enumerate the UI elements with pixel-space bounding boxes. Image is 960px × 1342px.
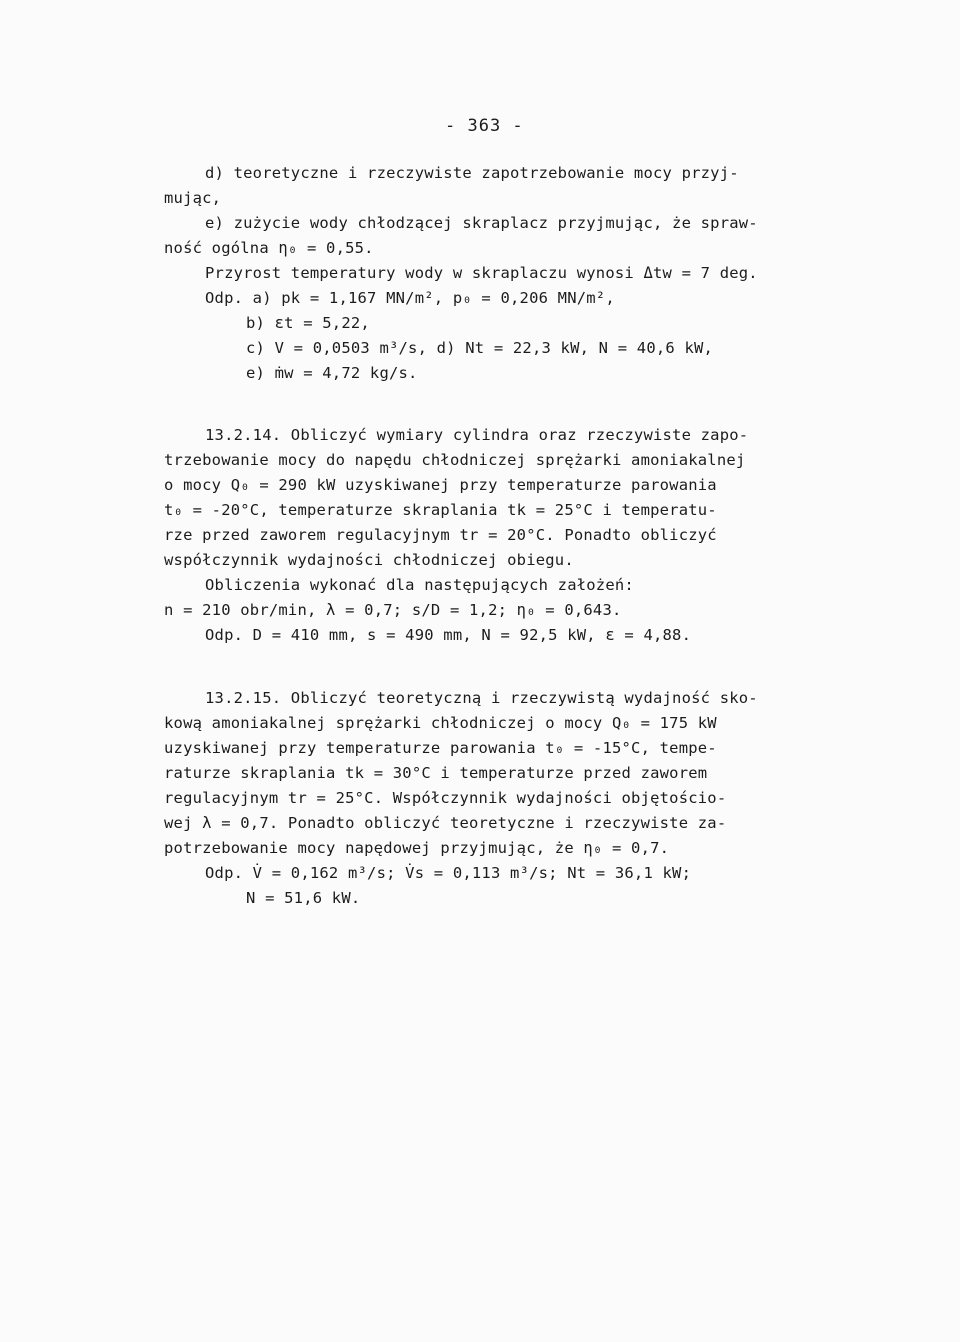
- text-line: b) εt = 5,22,: [246, 314, 370, 332]
- text-line: Odp. a) pk = 1,167 MN/m², p₀ = 0,206 MN/m²,: [205, 289, 615, 307]
- text-line: t₀ = -20°C, temperaturze skraplania tk = 25°C i temperatu-: [164, 501, 717, 519]
- text-line: rze przed zaworem regulacyjnym tr = 20°C. Ponadto obliczyć: [164, 526, 717, 544]
- text-line: regulacyjnym tr = 25°C. Współczynnik wydajności objętościo-: [164, 789, 727, 807]
- text-line: wej λ = 0,7. Ponadto obliczyć teoretyczne i rzeczywiste za-: [164, 814, 727, 832]
- text-line: Odp. D = 410 mm, s = 490 mm, N = 92,5 kW, ε = 4,88.: [205, 626, 692, 644]
- text-line: trzebowanie mocy do napędu chłodniczej sprężarki amoniakalnej: [164, 451, 746, 469]
- text-line: e) zużycie wody chłodzącej skraplacz przyjmując, że spraw-: [205, 214, 758, 232]
- text-line: Obliczenia wykonać dla następujących założeń:: [205, 576, 634, 594]
- text-line: Odp. V̇ = 0,162 m³/s; V̇s = 0,113 m³/s; Nt = 36,1 kW;: [205, 864, 692, 882]
- text-line: c) V = 0,0503 m³/s, d) Nt = 22,3 kW, N = 40,6 kW,: [246, 339, 714, 357]
- text-line: uzyskiwanej przy temperaturze parowania t₀ = -15°C, tempe-: [164, 739, 717, 757]
- text-line: 13.2.14. Obliczyć wymiary cylindra oraz rzeczywiste zapo-: [205, 426, 749, 444]
- text-line: ność ogólna η₀ = 0,55.: [164, 239, 374, 257]
- text-line: współczynnik wydajności chłodniczej obiegu.: [164, 551, 574, 569]
- text-line: 13.2.15. Obliczyć teoretyczną i rzeczywistą wydajność sko-: [205, 689, 758, 707]
- text-line: kową amoniakalnej sprężarki chłodniczej o mocy Q₀ = 175 kW: [164, 714, 717, 732]
- page-number: - 363 -: [445, 116, 524, 136]
- text-line: potrzebowanie mocy napędowej przyjmując, że η₀ = 0,7.: [164, 839, 670, 857]
- text-line: o mocy Q₀ = 290 kW uzyskiwanej przy temperaturze parowania: [164, 476, 717, 494]
- text-line: mując,: [164, 189, 222, 207]
- text-line: Przyrost temperatury wody w skraplaczu wynosi Δtw = 7 deg.: [205, 264, 758, 282]
- text-line: n = 210 obr/min, λ = 0,7; s/D = 1,2; η₀ = 0,643.: [164, 601, 622, 619]
- text-line: e) ṁw = 4,72 kg/s.: [246, 364, 418, 382]
- text-line: N = 51,6 kW.: [246, 889, 361, 907]
- text-line: d) teoretyczne i rzeczywiste zapotrzebowanie mocy przyj-: [205, 164, 739, 182]
- text-line: raturze skraplania tk = 30°C i temperaturze przed zaworem: [164, 764, 708, 782]
